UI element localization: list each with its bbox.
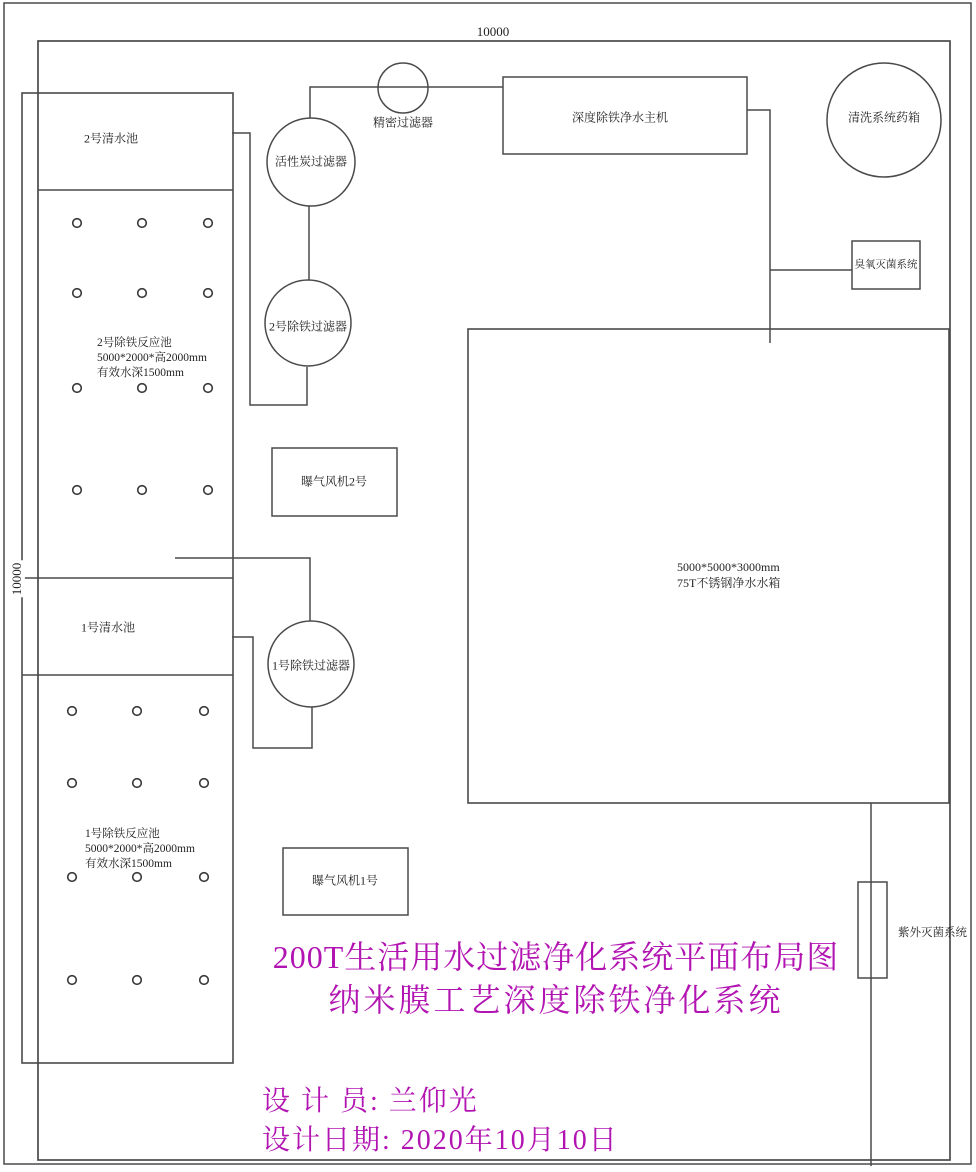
reaction-pool-dot: [73, 289, 82, 298]
reaction-pool-dot: [138, 219, 147, 228]
reaction-pool-dot: [200, 976, 209, 985]
reaction-pool-dot: [138, 384, 147, 393]
ozone-system-label: 臭氧灭菌系统: [854, 259, 918, 271]
design-date-label: 设计日期: 2020年10月10日: [262, 1125, 619, 1156]
cleaning-tank-label: 清洗系统药箱: [847, 110, 921, 125]
pool2-reaction-label: 2号除铁反应池 5000*2000*高2000mm 有效水深1500mm: [97, 337, 207, 379]
uv-system-label: 紫外灭菌系统: [898, 927, 967, 939]
reaction-pool-dot: [204, 219, 213, 228]
fan-2-label: 曝气风机2号: [300, 474, 368, 489]
reaction-pool-dot: [133, 779, 142, 788]
reaction-pool-dot: [68, 779, 77, 788]
pool1-clear-label: 1号清水池: [80, 620, 136, 635]
fan-1-label: 曝气风机1号: [311, 873, 379, 888]
main-machine-label: 深度除铁净水主机: [571, 110, 669, 125]
uv-system-box: [858, 882, 887, 978]
reaction-pool-dot: [138, 486, 147, 495]
reaction-pool-dot: [204, 384, 213, 393]
iron-filter-1-label: 1号除铁过滤器: [271, 658, 351, 673]
precision-filter-circle: [378, 63, 428, 113]
reaction-pool-dot: [204, 289, 213, 298]
pipe-pool2-to-iron1-top: [175, 558, 310, 621]
reaction-pool-dot: [68, 873, 77, 882]
drawing-title-line1: 200T生活用水过滤净化系统平面布局图: [272, 939, 840, 975]
reaction-pool-dot: [200, 707, 209, 716]
reaction-pool-dot: [68, 976, 77, 985]
drawing-title-line2: 纳米膜工艺深度除铁净化系统: [328, 982, 784, 1018]
carbon-filter-label: 活性炭过滤器: [274, 154, 348, 169]
pipe-machine-to-tank: [747, 110, 770, 343]
reaction-pool-dot: [73, 219, 82, 228]
reaction-pool-dot: [200, 873, 209, 882]
reaction-pool-dot: [204, 486, 213, 495]
water-tank-label: 5000*5000*3000mm 75T不锈钢净水水箱: [677, 560, 781, 590]
designer-label: 设 计 员: 兰仰光: [262, 1086, 479, 1117]
reaction-pool-dot: [73, 384, 82, 393]
pipe-pool1-to-iron1: [232, 637, 312, 748]
reaction-pool-dot: [133, 976, 142, 985]
reaction-pool-dot: [73, 486, 82, 495]
reaction-pool-dot: [133, 873, 142, 882]
precision-filter-label: 精密过滤器: [372, 115, 434, 130]
reaction-pool-dot: [133, 707, 142, 716]
dimension-left-label: 10000: [8, 562, 24, 596]
pool1-reaction-label: 1号除铁反应池 5000*2000*高2000mm 有效水深1500mm: [85, 828, 195, 870]
pool2-clear-label: 2号清水池: [83, 131, 139, 146]
dimension-top-label: 10000: [476, 23, 510, 39]
iron-filter-2-label: 2号除铁过滤器: [268, 319, 348, 334]
reaction-pool-dot: [138, 289, 147, 298]
reaction-pool-dot: [200, 779, 209, 788]
reaction-pool-dot: [68, 707, 77, 716]
